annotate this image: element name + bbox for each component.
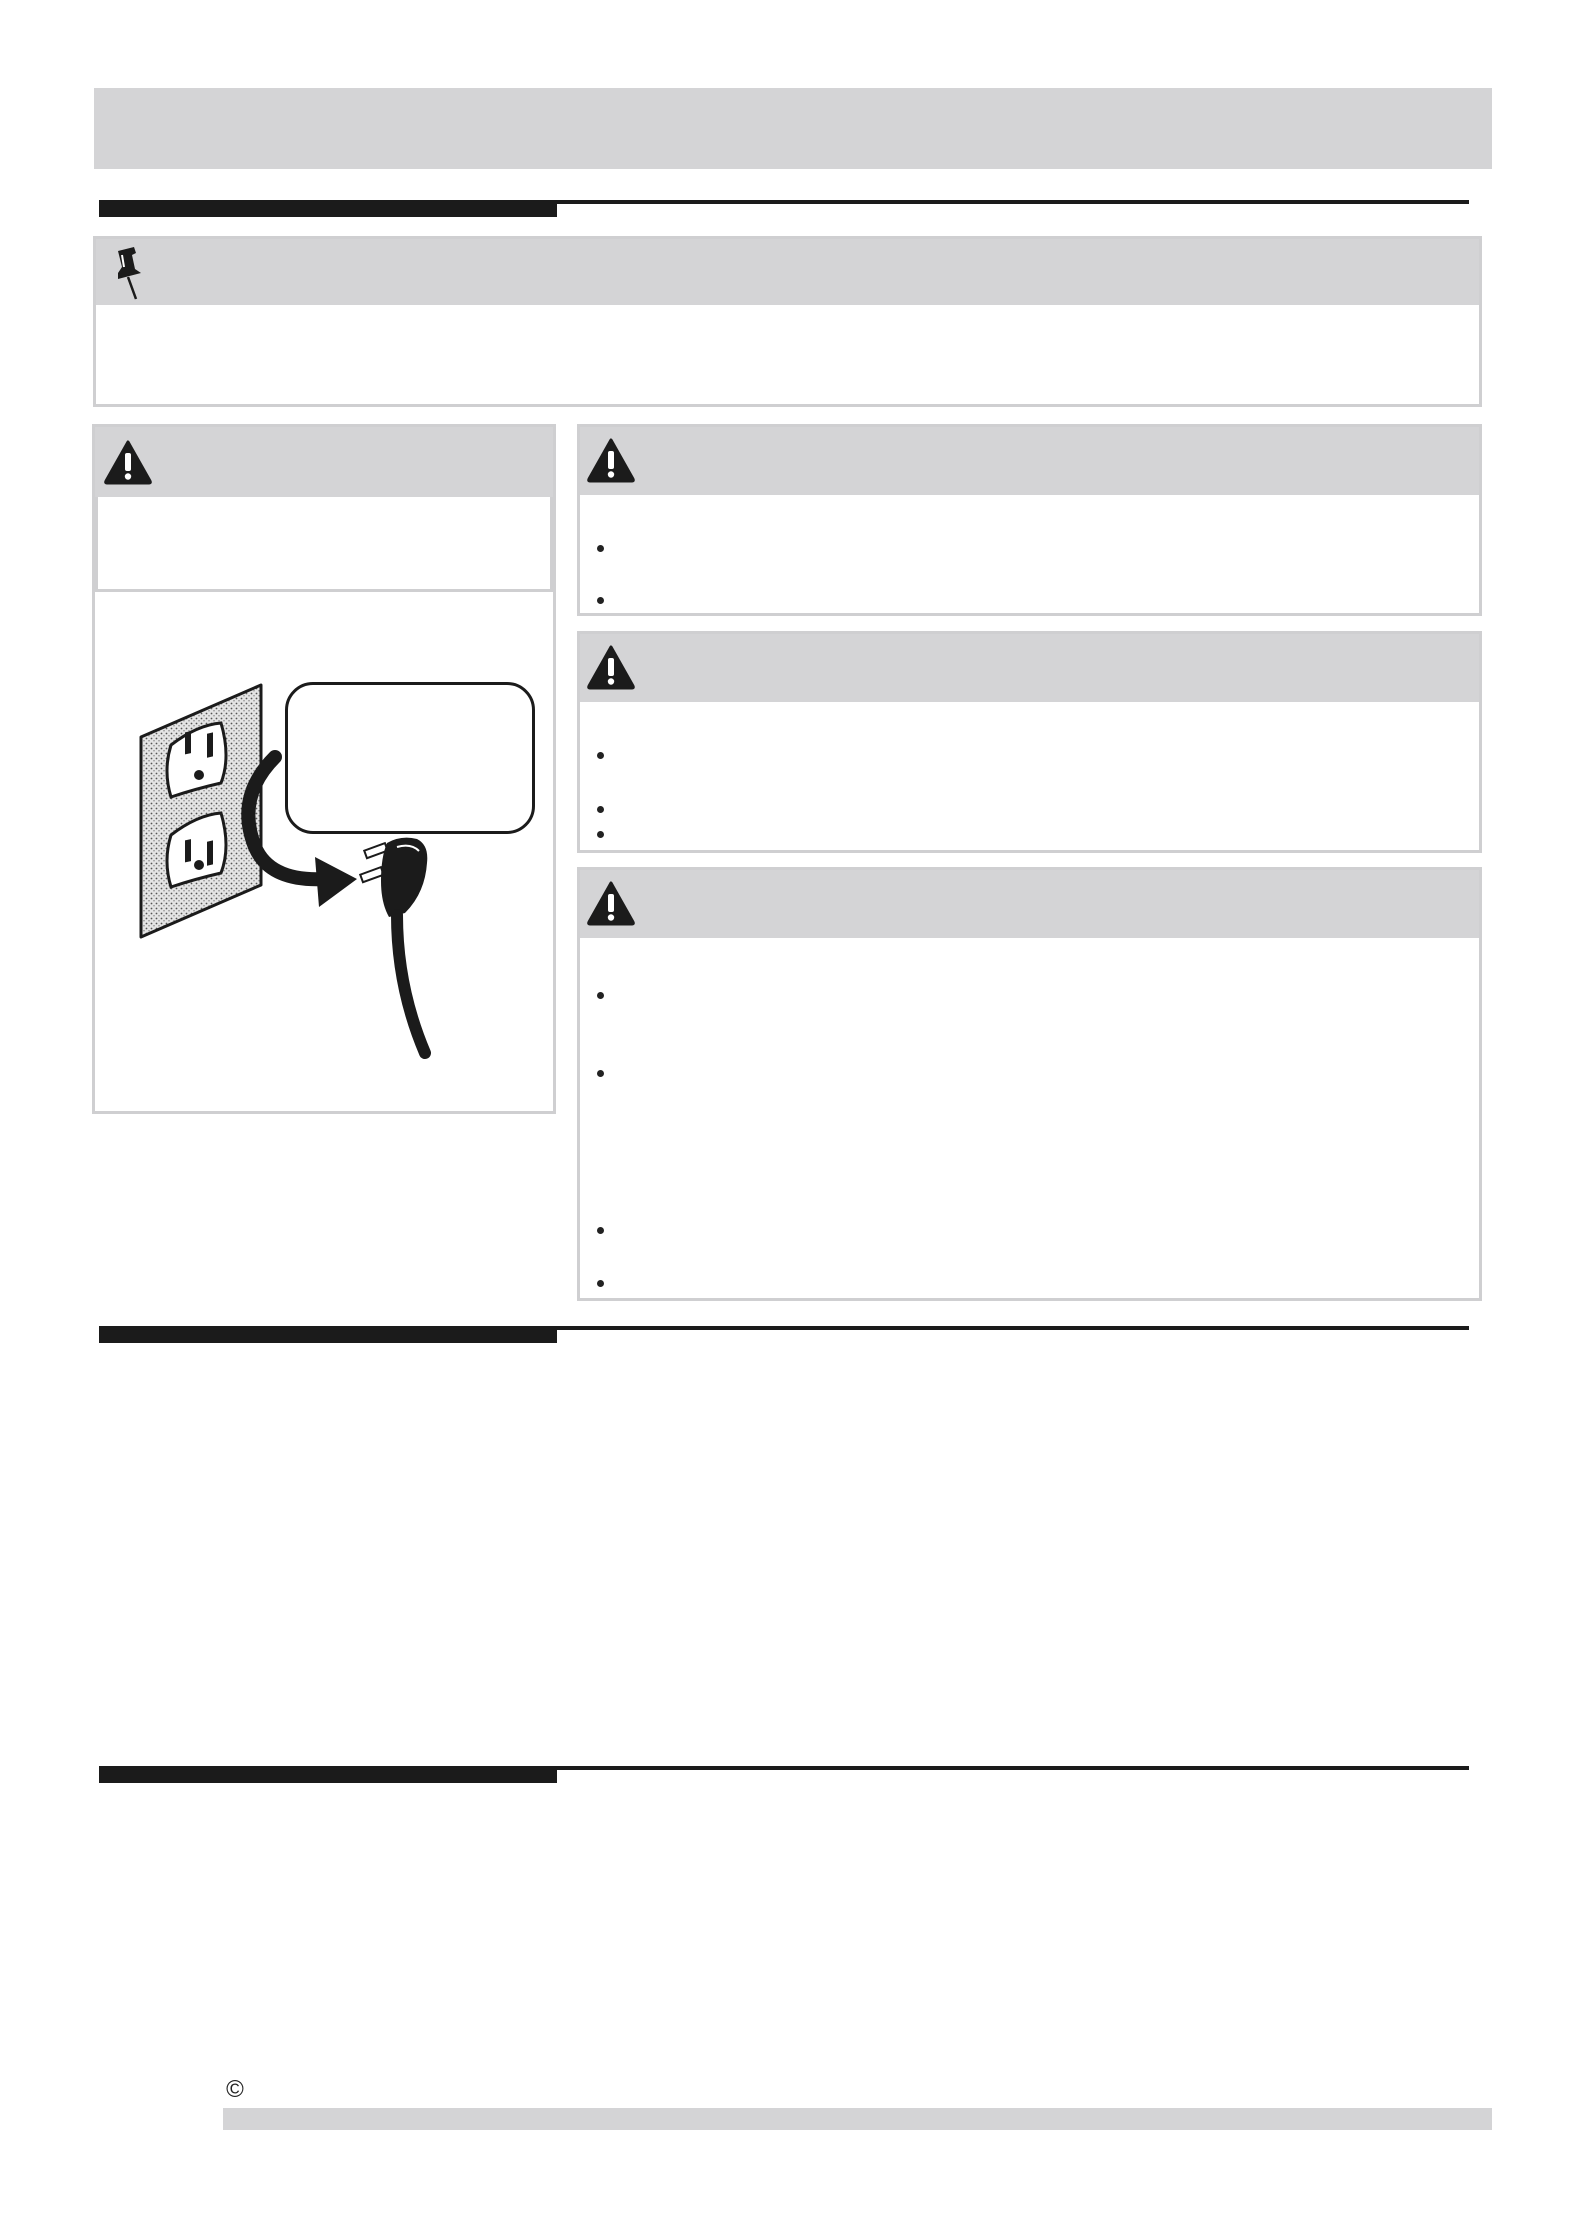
warning-box-1-header [580,427,1479,495]
warning-box-1 [577,424,1482,616]
left-warning-body [98,497,550,525]
list-bullet [597,1070,604,1077]
list-bullet [597,752,604,759]
footer-band [223,2108,1492,2130]
list-bullet [597,545,604,552]
list-bullet [597,1227,604,1234]
header-band [94,88,1492,169]
callout-text [288,685,532,717]
pushpin-icon [108,245,148,310]
note-box-header [96,239,1479,305]
callout-bubble [285,682,535,834]
left-warning-box [92,424,556,1114]
list-bullet [597,806,604,813]
warning-icon [586,644,636,695]
warning-box-2 [577,631,1482,853]
warning-icon [103,439,153,490]
warning-box-3 [577,867,1482,1301]
section-rule-accent [99,1329,557,1343]
copyright-symbol: © [226,2076,244,2103]
warning-icon [586,880,636,931]
list-bullet [597,1280,604,1287]
left-warning-text-area [95,497,553,592]
note-box [93,236,1482,407]
list-bullet [597,597,604,604]
warning-box-3-header [580,870,1479,938]
list-bullet [597,831,604,838]
section-rule-accent [99,203,557,217]
left-warning-header [95,427,553,497]
warning-icon [586,437,636,488]
warning-box-2-header [580,634,1479,702]
section-rule-accent [99,1769,557,1783]
list-bullet [597,992,604,999]
